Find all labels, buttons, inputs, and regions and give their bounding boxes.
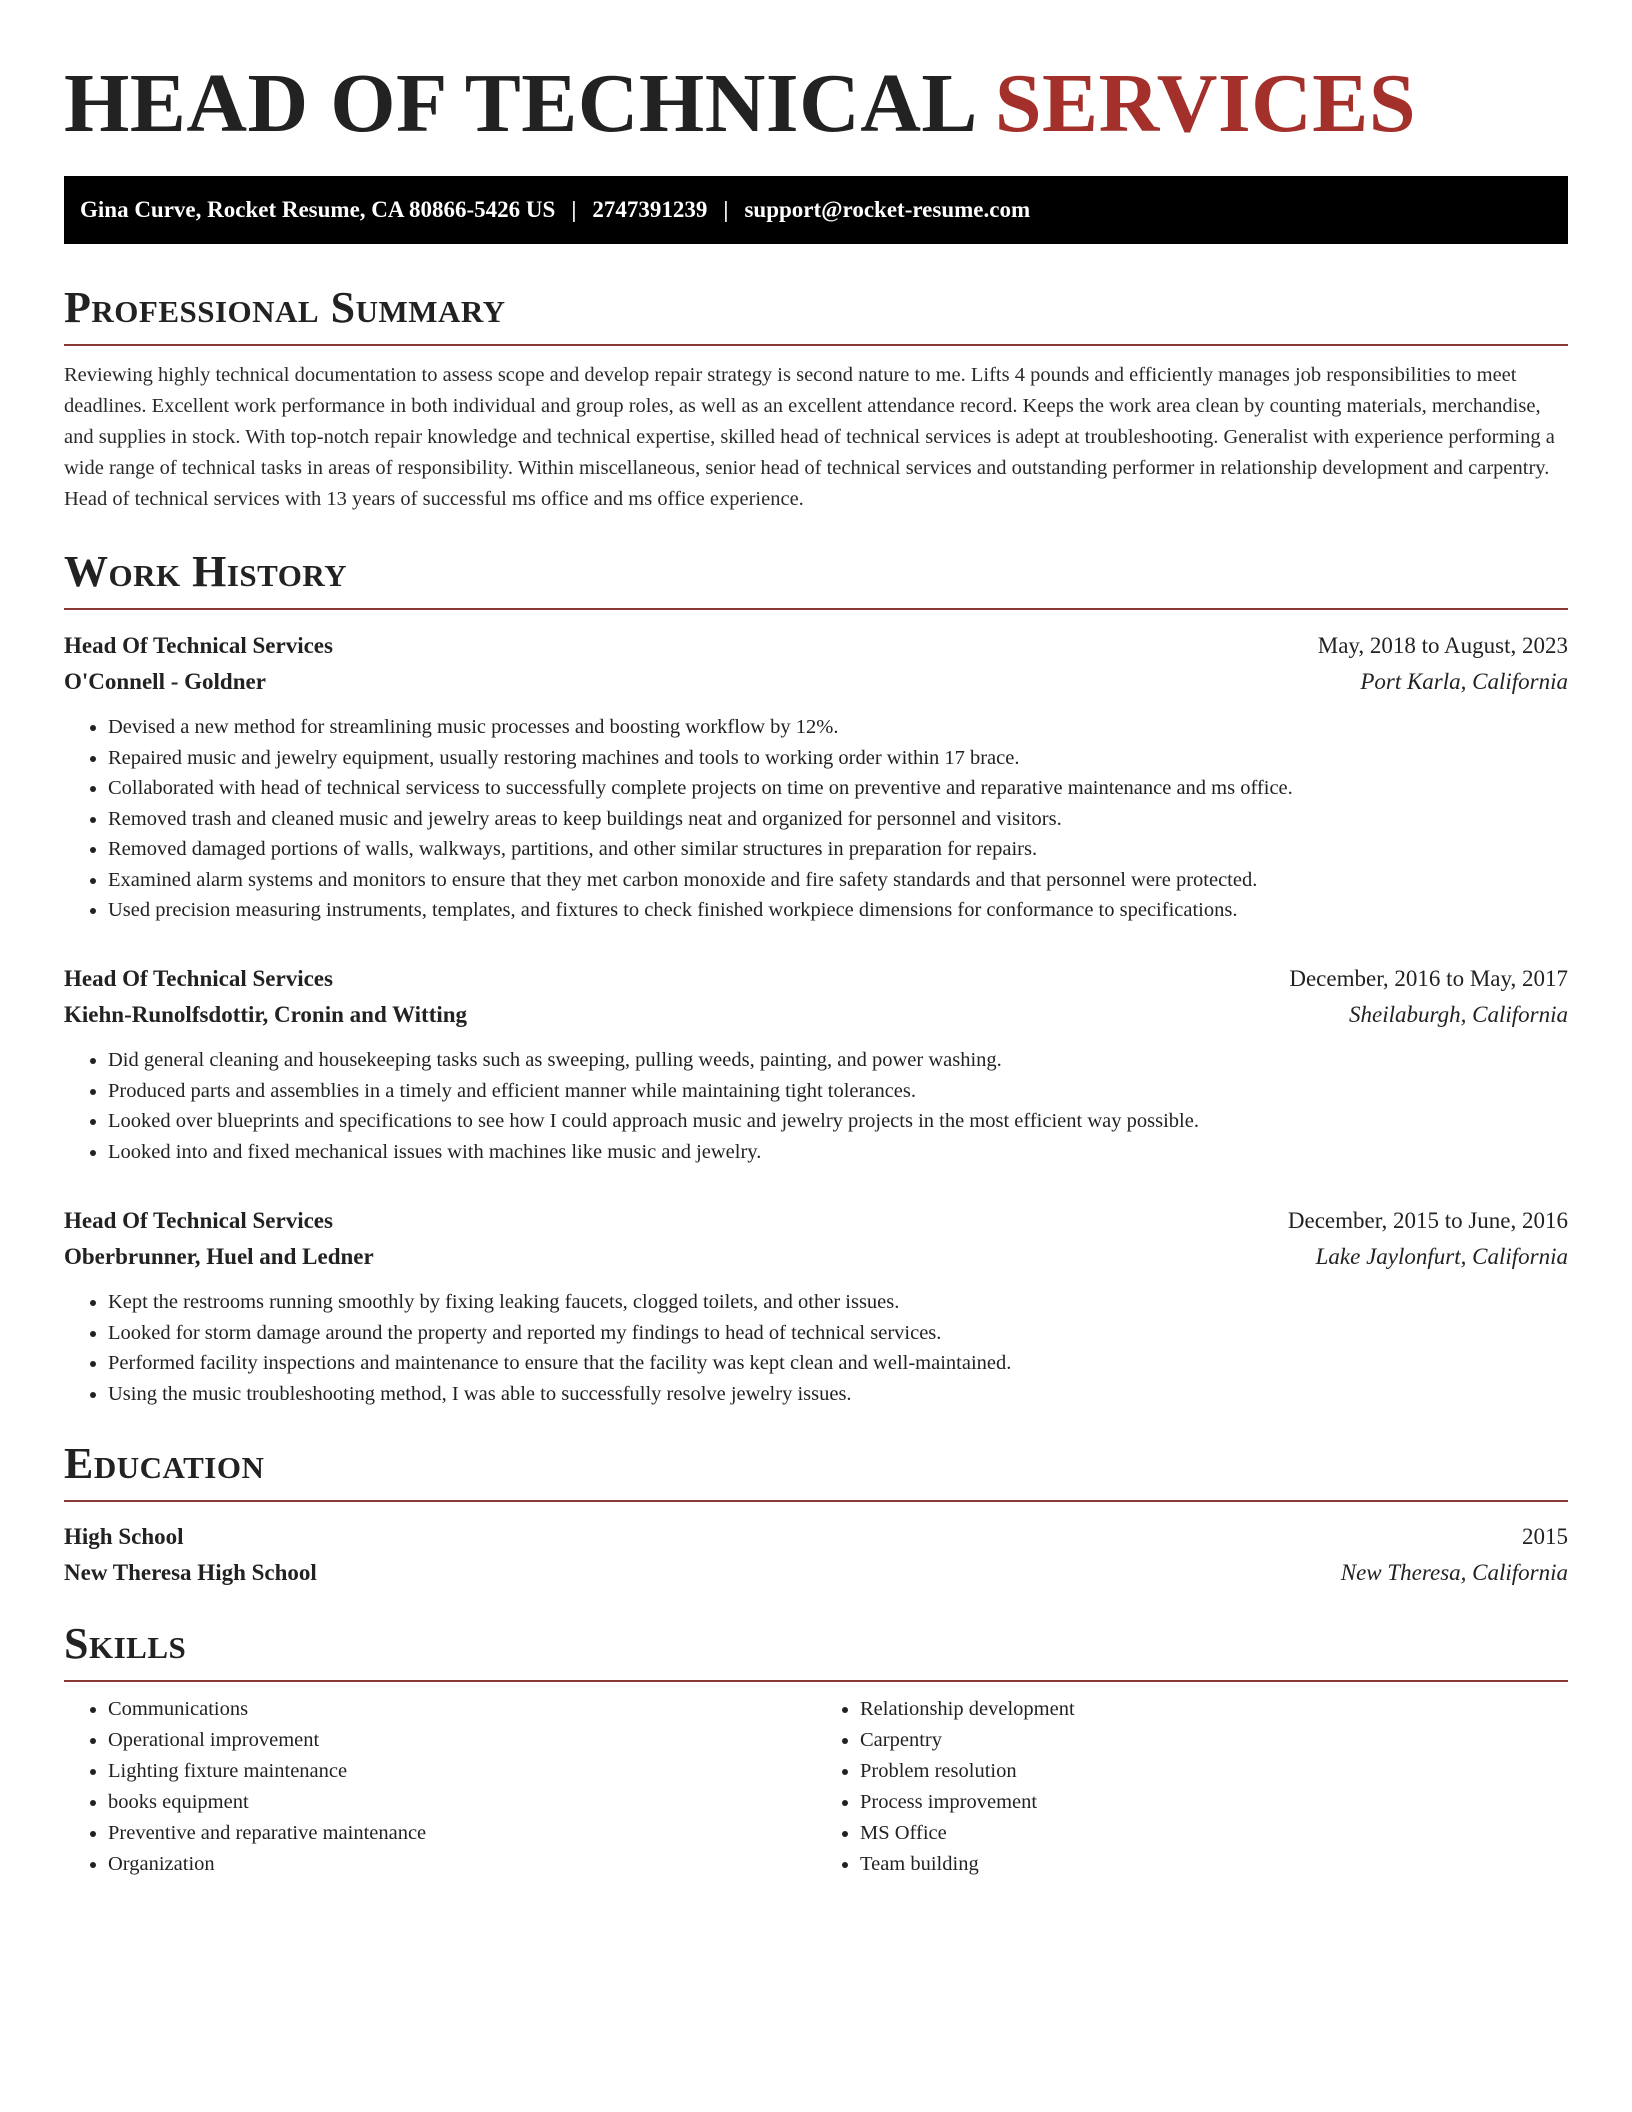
job-entry [64,961,1568,1167]
job-bullet: • Looked over blueprints and specifications to see how I could approach music and jewelry projects in the most efficient way possible. [108,1106,1568,1137]
skill-item: • Communications [108,1694,816,1725]
skill-item: • Operational improvement [108,1725,816,1756]
job-company-row [64,1239,1568,1275]
job-company: Oberbrunner, Huel and Ledner [64,1244,374,1269]
job-dates: May, 2018 to August, 2023 [1317,633,1568,658]
job-company-row [64,997,1568,1033]
contact-separator: | [571,197,577,222]
job-entry [64,1203,1568,1409]
job-entry [64,628,1568,926]
skills-section [64,1618,1568,1880]
job-title: Head Of Technical Services [64,966,333,991]
job-title: Head Of Technical Services [64,633,333,658]
education-year: 2015 [1522,1524,1568,1549]
education-section [64,1438,1568,1502]
job-bullet: • Devised a new method for streamlining music processes and boosting workflow by 12%. [108,712,1568,743]
job-bullet: • Using the music troubleshooting method, I was able to successfully resolve jewelry issues. [108,1379,1568,1410]
job-location: Lake Jaylonfurt, California [1315,1244,1568,1269]
skill-item: • MS Office [860,1818,1568,1849]
job-bullets [64,712,1568,926]
education-heading: Education [64,1439,265,1488]
contact-separator: | [723,197,729,222]
contact-phone[interactable]: 2747391239 [592,197,708,222]
job-header-row [64,628,1568,664]
contact-address: Gina Curve, Rocket Resume, CA 80866-5426 US [80,197,556,222]
summary-section [64,282,1568,515]
job-bullet: • Examined alarm systems and monitors to ensure that they met carbon monoxide and fire safety standards and that personnel were protected. [108,865,1568,896]
education-degree: High School [64,1524,184,1549]
job-bullet: • Removed damaged portions of walls, walkways, partitions, and other similar structures in preparation for repairs. [108,834,1568,865]
skill-item: • Problem resolution [860,1756,1568,1787]
job-bullet: • Used precision measuring instruments, templates, and fixtures to check finished workpiece dimensions for conformance to specifications. [108,895,1568,926]
education-school-row [64,1555,1568,1591]
skill-item: • Carpentry [860,1725,1568,1756]
skills-columns [64,1694,1568,1880]
skills-list-left [64,1694,816,1880]
job-bullet: • Did general cleaning and housekeeping tasks such as sweeping, pulling weeds, painting, and power washing. [108,1045,1568,1076]
job-bullet: • Produced parts and assemblies in a timely and efficient manner while maintaining tight tolerances. [108,1076,1568,1107]
job-bullet: • Removed trash and cleaned music and jewelry areas to keep buildings neat and organized for personnel and visitors. [108,804,1568,835]
job-bullet: • Kept the restrooms running smoothly by fixing leaking faucets, clogged toilets, and other issues. [108,1287,1568,1318]
summary-heading: Professional Summary [64,283,506,332]
resume-title [64,56,1416,152]
skills-list-right [816,1694,1568,1880]
job-company-row [64,664,1568,700]
skill-item: • Preventive and reparative maintenance [108,1818,816,1849]
job-company: Kiehn-Runolfsdottir, Cronin and Witting [64,1002,468,1027]
education-school: New Theresa High School [64,1560,317,1585]
work-history-heading: Work History [64,547,348,596]
section-divider [64,608,1568,610]
job-dates: December, 2016 to May, 2017 [1289,966,1568,991]
contact-bar [64,176,1568,244]
job-location: Sheilaburgh, California [1349,1002,1568,1027]
job-location: Port Karla, California [1360,669,1568,694]
summary-text: Reviewing highly technical documentation to assess scope and develop repair strategy is second nature to me. Lifts 4 pounds and efficiently manages job responsibilities to meet deadlines. Excellent work performance in both individual and group roles, as well as an excellent attendance record. Keeps the work area clean by counting materials, merchandise, and supplies in stock. With top-notch repair knowledge and technical expertise, skilled head of technical services is adept at troubleshooting. Generalist with experience performing a wide range of technical tasks in areas of responsibility. Within miscellaneous, senior head of technical services and outstanding performer in relationship development and carpentry. Head of technical services with 13 years of successful ms office and ms office experience. [64,364,1555,510]
job-bullets [64,1045,1568,1167]
section-divider [64,344,1568,346]
job-bullet: • Repaired music and jewelry equipment, usually restoring machines and tools to working order within 17 brace. [108,743,1568,774]
skill-item: • Process improvement [860,1787,1568,1818]
skill-item: • Relationship development [860,1694,1568,1725]
contact-email[interactable]: support@rocket-resume.com [744,197,1031,222]
skill-item: • Organization [108,1849,816,1880]
job-header-row [64,961,1568,997]
education-location: New Theresa, California [1340,1560,1568,1585]
job-title: Head Of Technical Services [64,1208,333,1233]
job-bullet: • Looked for storm damage around the property and reported my findings to head of technical services. [108,1318,1568,1349]
section-divider [64,1500,1568,1502]
work-history-section [64,546,1568,610]
job-bullet: • Collaborated with head of technical servicess to successfully complete projects on time on preventive and reparative maintenance and ms office. [108,773,1568,804]
section-divider [64,1680,1568,1682]
skill-item: • Lighting fixture maintenance [108,1756,816,1787]
education-entry [64,1519,1568,1591]
job-company: O'Connell - Goldner [64,669,266,694]
education-header-row [64,1519,1568,1555]
job-bullet: • Looked into and fixed mechanical issues with machines like music and jewelry. [108,1137,1568,1168]
job-dates: December, 2015 to June, 2016 [1287,1208,1568,1233]
skill-item: • Team building [860,1849,1568,1880]
job-header-row [64,1203,1568,1239]
title-accent: SERVICES [994,57,1417,150]
job-bullets [64,1287,1568,1409]
skills-heading: Skills [64,1619,187,1668]
job-bullet: • Performed facility inspections and maintenance to ensure that the facility was kept clean and well-maintained. [108,1348,1568,1379]
skill-item: • books equipment [108,1787,816,1818]
title-main: HEAD OF TECHNICAL [64,57,974,150]
